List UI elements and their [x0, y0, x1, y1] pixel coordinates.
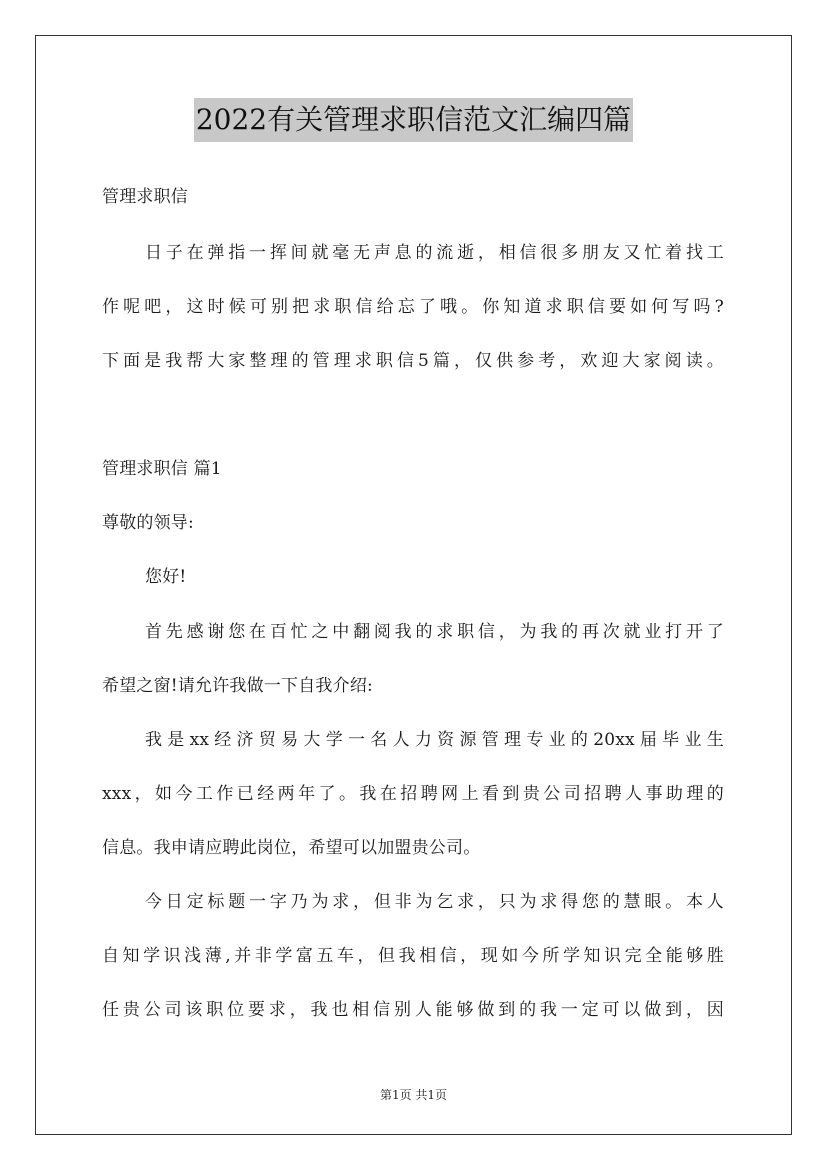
salutation: 尊敬的领导: — [102, 513, 194, 533]
paragraph-line: 作呢吧，这时候可别把求职信给忘了哦。你知道求职信要如何写吗? — [102, 297, 724, 317]
paragraph-line: 日子在弹指一挥间就毫无声息的流逝，相信很多朋友又忙着找工 — [145, 243, 724, 263]
paragraph-line: 信息。我申请应聘此岗位，希望可以加盟贵公司。 — [102, 838, 481, 858]
paragraph-line: 自知学识浅薄,并非学富五车，但我相信，现如今所学知识完全能够胜 — [102, 946, 724, 966]
section-heading: 管理求职信 — [102, 187, 188, 207]
paragraph-line: 我是xx经济贸易大学一名人力资源管理专业的20xx届毕业生 — [145, 730, 724, 750]
title-container — [0, 98, 827, 142]
paragraph-line: 今日定标题一字乃为求，但非为乞求，只为求得您的慧眼。本人 — [145, 892, 724, 912]
page-footer: 第1页 共1页 — [379, 1088, 448, 1102]
paragraph-line: 下面是我帮大家整理的管理求职信5篇，仅供参考，欢迎大家阅读。 — [102, 351, 724, 371]
document-title: 2022有关管理求职信范文汇编四篇 — [194, 98, 633, 142]
article-heading: 管理求职信 篇1 — [102, 459, 222, 479]
paragraph-line: xxx，如今工作已经两年了。我在招聘网上看到贵公司招聘人事助理的 — [102, 784, 724, 804]
paragraph-line: 首先感谢您在百忙之中翻阅我的求职信，为我的再次就业打开了 — [145, 622, 724, 642]
paragraph-line: 希望之窗!请允许我做一下自我介绍: — [102, 676, 373, 696]
greeting: 您好! — [145, 567, 187, 587]
paragraph-line: 任贵公司该职位要求，我也相信别人能够做到的我一定可以做到，因 — [102, 1000, 724, 1020]
